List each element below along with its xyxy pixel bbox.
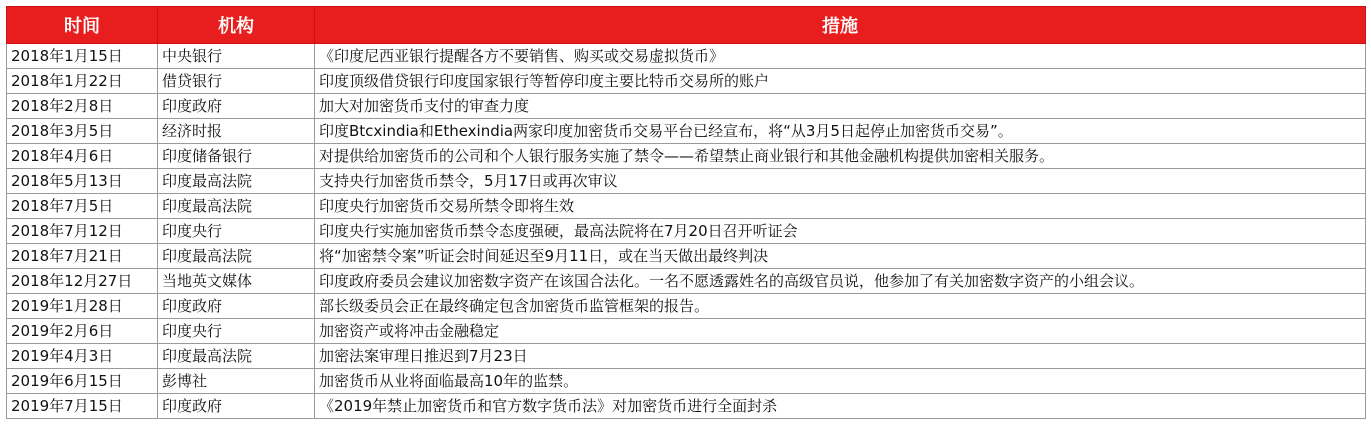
org-cell[interactable]: 彭博社 bbox=[158, 369, 315, 394]
action-cell[interactable]: 将“加密禁令案”听证会时间延迟至9月11日，或在当天做出最终判决 bbox=[315, 244, 1366, 269]
date-cell[interactable]: 2018年3月5日 bbox=[7, 119, 158, 144]
action-cell[interactable]: 加密法案审理日推迟到7月23日 bbox=[315, 344, 1366, 369]
org-cell[interactable]: 印度央行 bbox=[158, 319, 315, 344]
action-cell[interactable]: 加大对加密货币支付的审查力度 bbox=[315, 94, 1366, 119]
table-row bbox=[7, 194, 1366, 219]
action-cell[interactable]: 加密资产或将冲击金融稳定 bbox=[315, 319, 1366, 344]
action-cell[interactable]: 印度央行实施加密货币禁令态度强硬，最高法院将在7月20日召开听证会 bbox=[315, 219, 1366, 244]
table-row bbox=[7, 69, 1366, 94]
date-cell[interactable]: 2018年4月6日 bbox=[7, 144, 158, 169]
org-cell[interactable]: 经济时报 bbox=[158, 119, 315, 144]
date-cell[interactable]: 2018年7月21日 bbox=[7, 244, 158, 269]
date-cell[interactable]: 2018年1月22日 bbox=[7, 69, 158, 94]
action-cell[interactable]: 印度政府委员会建议加密数字资产在该国合法化。一名不愿透露姓名的高级官员说，他参加了有关加密数字资产的小组会议。 bbox=[315, 269, 1366, 294]
header-date[interactable]: 时间 bbox=[7, 7, 158, 44]
table-row bbox=[7, 294, 1366, 319]
table-row bbox=[7, 344, 1366, 369]
action-cell[interactable]: 对提供给加密货币的公司和个人银行服务实施了禁令——希望禁止商业银行和其他金融机构提供加密相关服务。 bbox=[315, 144, 1366, 169]
org-cell[interactable]: 借贷银行 bbox=[158, 69, 315, 94]
table-row bbox=[7, 269, 1366, 294]
date-cell[interactable]: 2018年2月8日 bbox=[7, 94, 158, 119]
table-row bbox=[7, 44, 1366, 69]
action-cell[interactable]: 《2019年禁止加密货币和官方数字货币法》对加密货币进行全面封杀 bbox=[315, 394, 1366, 419]
org-cell[interactable]: 中央银行 bbox=[158, 44, 315, 69]
table-row bbox=[7, 244, 1366, 269]
date-cell[interactable]: 2019年2月6日 bbox=[7, 319, 158, 344]
table-row bbox=[7, 169, 1366, 194]
action-cell[interactable]: 部长级委员会正在最终确定包含加密货币监管框架的报告。 bbox=[315, 294, 1366, 319]
table-row bbox=[7, 144, 1366, 169]
org-cell[interactable]: 印度最高法院 bbox=[158, 344, 315, 369]
date-cell[interactable]: 2019年6月15日 bbox=[7, 369, 158, 394]
date-cell[interactable]: 2019年7月15日 bbox=[7, 394, 158, 419]
org-cell[interactable]: 印度最高法院 bbox=[158, 194, 315, 219]
action-cell[interactable]: 印度顶级借贷银行印度国家银行等暂停印度主要比特币交易所的账户 bbox=[315, 69, 1366, 94]
action-cell[interactable]: 支持央行加密货币禁令，5月17日或再次审议 bbox=[315, 169, 1366, 194]
action-cell[interactable]: 《印度尼西亚银行提醒各方不要销售、购买或交易虚拟货币》 bbox=[315, 44, 1366, 69]
action-cell[interactable]: 印度央行加密货币交易所禁令即将生效 bbox=[315, 194, 1366, 219]
action-cell[interactable]: 加密货币从业将面临最高10年的监禁。 bbox=[315, 369, 1366, 394]
org-cell[interactable]: 印度最高法院 bbox=[158, 244, 315, 269]
date-cell[interactable]: 2018年7月12日 bbox=[7, 219, 158, 244]
header-row bbox=[7, 7, 1366, 44]
org-cell[interactable]: 印度央行 bbox=[158, 219, 315, 244]
date-cell[interactable]: 2018年12月27日 bbox=[7, 269, 158, 294]
table-row bbox=[7, 119, 1366, 144]
org-cell[interactable]: 印度储备银行 bbox=[158, 144, 315, 169]
date-cell[interactable]: 2018年5月13日 bbox=[7, 169, 158, 194]
header-action[interactable]: 措施 bbox=[315, 7, 1366, 44]
date-cell[interactable]: 2018年1月15日 bbox=[7, 44, 158, 69]
table-row bbox=[7, 394, 1366, 419]
org-cell[interactable]: 印度政府 bbox=[158, 294, 315, 319]
org-cell[interactable]: 印度政府 bbox=[158, 94, 315, 119]
date-cell[interactable]: 2019年1月28日 bbox=[7, 294, 158, 319]
action-cell[interactable]: 印度Btcxindia和Ethexindia两家印度加密货币交易平台已经宣布，将“从3月5日起停止加密货币交易”。 bbox=[315, 119, 1366, 144]
org-cell[interactable]: 印度政府 bbox=[158, 394, 315, 419]
org-cell[interactable]: 当地英文媒体 bbox=[158, 269, 315, 294]
org-cell[interactable]: 印度最高法院 bbox=[158, 169, 315, 194]
date-cell[interactable]: 2018年7月5日 bbox=[7, 194, 158, 219]
table-row bbox=[7, 319, 1366, 344]
table-row bbox=[7, 94, 1366, 119]
table-row bbox=[7, 369, 1366, 394]
regulation-table bbox=[6, 6, 1366, 419]
date-cell[interactable]: 2019年4月3日 bbox=[7, 344, 158, 369]
table-row bbox=[7, 219, 1366, 244]
header-org[interactable]: 机构 bbox=[158, 7, 315, 44]
